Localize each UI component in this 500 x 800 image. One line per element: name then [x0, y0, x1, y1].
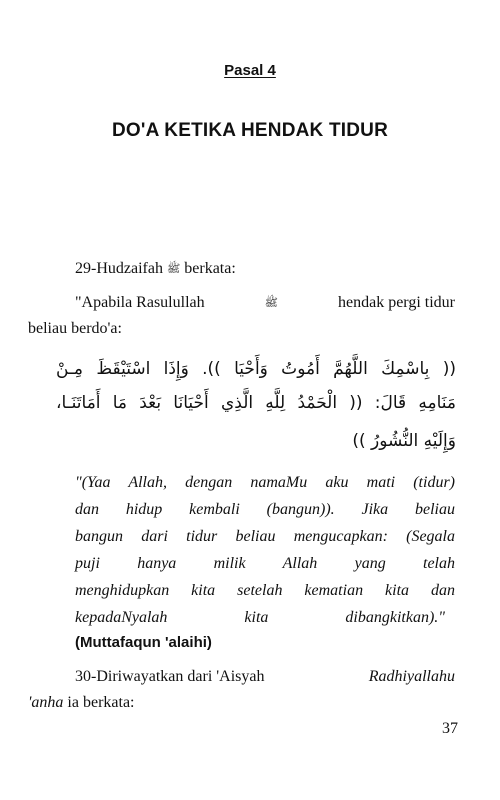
hadith-30-line1	[75, 664, 455, 690]
translation-line-2: dan hidup kembali (bangun)). Jika beliau	[75, 501, 455, 518]
page-title: DO'A KETIKA HENDAK TIDUR	[111, 120, 388, 141]
hadith-29-intro	[75, 256, 455, 282]
chapter-label-text: Pasal 4	[224, 62, 276, 79]
page-number: 37	[442, 720, 458, 737]
translation-line-4: puji hanya milik Allah yang telah	[75, 555, 455, 572]
hadith-29-narrator: 29-Hudzaifah	[75, 260, 163, 277]
hadith-29-line2	[75, 290, 455, 316]
translation-line-6: kepadaNyalah kita dibangkitkan)."	[75, 609, 445, 626]
chapter-label	[0, 62, 500, 79]
hadith-30-line1-text: 30-Diriwayatkan dari 'Aisyah	[75, 668, 265, 685]
hadith-30-line2	[28, 690, 408, 716]
radhiyallahu-honorific-icon: ﷺ	[166, 262, 181, 275]
arabic-line-1: (( بِاسْمِكَ اللَّهُمَّ أَمُوتُ وَأَحْيَا )). وَإِذَا اسْتَيْقَظَ مِـنْ	[56, 359, 456, 379]
arabic-line-3: وَإِلَيْهِ النُّشُورُ ))	[352, 431, 456, 451]
hadith-29-reference: (Muttafaqun 'alaihi)	[75, 634, 212, 651]
hadith-29-line2-b: hendak pergi tidur	[337, 294, 455, 311]
translation-line-5: menghidupkan kita setelah kematian kita dan	[75, 582, 455, 599]
hadith-30-line2-italic: 'anha	[28, 694, 64, 711]
hadith-29-intro-end: berkata:	[184, 260, 236, 277]
translation-line-3: bangun dari tidur beliau mengucapkan: (Segala	[75, 528, 455, 545]
arabic-line-2: مَنَامِهِ قَالَ: (( الْحَمْدُ لِلَّهِ الَّذِي أَحْيَانَا بَعْدَ مَا أَمَاتَنَـا،	[56, 393, 456, 413]
hadith-30-line2-rest: ia berkata:	[67, 694, 135, 711]
salallahu-alaihi-wasallam-icon: ﷺ	[264, 296, 278, 309]
hadith-29-line3: beliau berdo'a:	[28, 320, 122, 337]
hadith-30-line1-italic: Radhiyallahu	[368, 668, 455, 685]
hadith-29-line2-a: "Apabila Rasulullah	[75, 294, 205, 311]
translation-line-1: "(Yaa Allah, dengan namaMu aku mati (tidur)	[75, 474, 455, 491]
